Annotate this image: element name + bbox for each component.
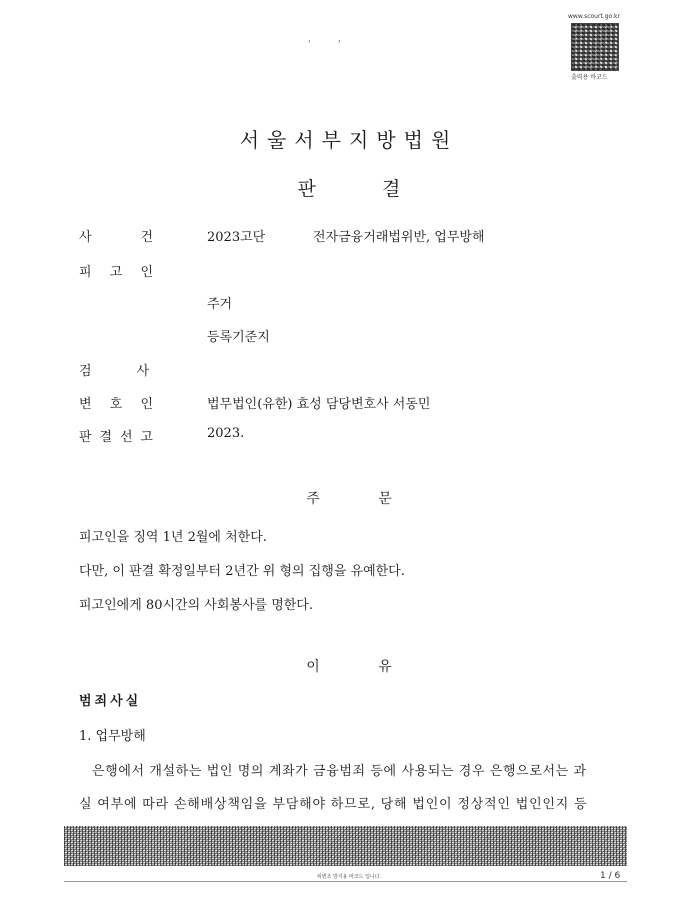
order-line: 다만, 이 판결 확정일부터 2년간 위 형의 집행을 유예한다. [79,564,405,579]
court-title: 서울서부지방법원 [239,128,459,152]
order-line: 피고인에게 80시간의 사회봉사를 명한다. [79,598,313,613]
scan-mark: ' [338,40,341,50]
scan-mark: ' [308,40,311,50]
paragraph-line: 실 여부에 따라 손해배상책임을 부담해야 하므로, 당해 법인이 정상적인 법인인지 등 [79,797,588,812]
sentencing-label: 판 결 선 고 [79,430,153,445]
barcode-caption: 위변조 방지용 바코드 입니다. [316,874,382,880]
qr-code-icon [571,23,619,71]
footer-divider [64,881,627,882]
address-label: 주거 [207,297,233,312]
order-title: 주 문 [306,491,392,507]
registered-domicile-label: 등록기준지 [207,330,270,345]
case-charge: 전자금융거래법위반, 업무방해 [313,230,485,245]
qr-url: www.scourt.go.kr [568,13,620,20]
case-number: 2023고단 [207,230,266,245]
counsel-label: 변 호 인 [79,397,153,412]
item-heading: 1. 업무방해 [79,729,146,744]
reasons-title: 이 유 [306,659,392,675]
anti-forgery-barcode-icon [64,826,627,866]
prosecutor-label: 검 사 [79,364,149,379]
page-number: 1 / 6 [600,871,621,881]
facts-title: 범죄사실 [79,694,142,709]
case-label: 사 건 [79,230,153,245]
document-title: 판 결 [297,178,401,200]
counsel-value: 법무법인(유한) 효성 담당변호사 서동민 [207,397,431,412]
defendant-label: 피 고 인 [79,265,153,280]
paragraph-line: 은행에서 개설하는 법인 명의 계좌가 금융범죄 등에 사용되는 경우 은행으로서는 과 [92,764,587,779]
qr-caption: 출력용 바코드 [571,74,608,81]
sentencing-date: 2023. [207,426,245,441]
order-line: 피고인을 징역 1년 2월에 처한다. [79,530,267,545]
